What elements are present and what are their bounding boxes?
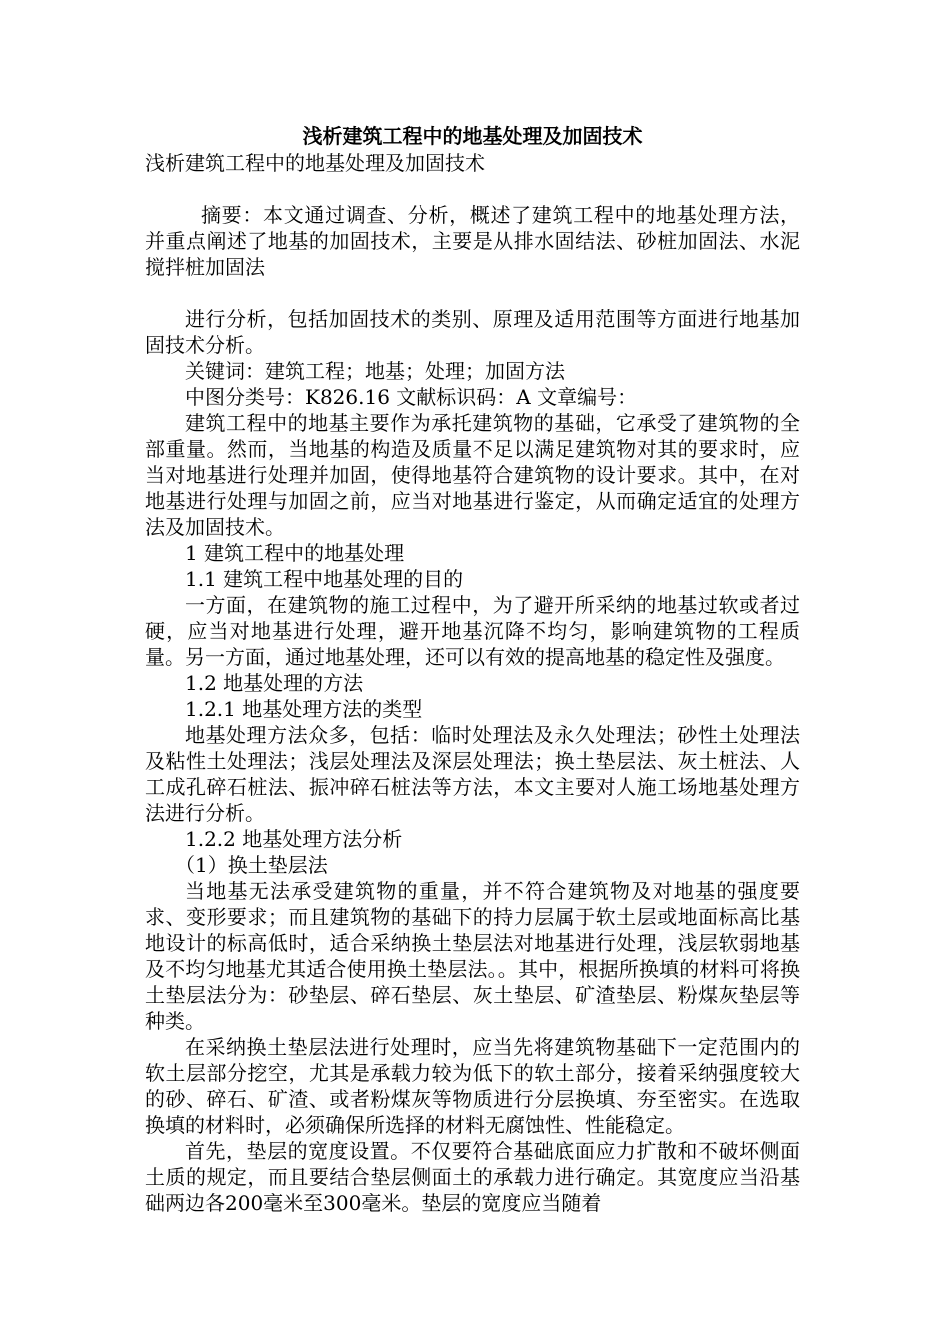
intro-paragraph: 建筑工程中的地基主要作为承托建筑物的基础，它承受了建筑物的全部重量。然而，当地基的构造及质量不足以满足建筑物对其的要求时，应当对地基进行处理并加固，使得地基符合建筑物的设计要求。其中，在对地基进行处理与加固之前，应当对地基进行鉴定，从而确定适宜的处理方法及加固技术。 (145, 411, 800, 539)
document-body (145, 122, 800, 1216)
heading-1-2-2: 1.2.2 地基处理方法分析 (185, 827, 403, 851)
document-title: 浅析建筑工程中的地基处理及加固技术 (302, 124, 643, 148)
document-subtitle: 浅析建筑工程中的地基处理及加固技术 (145, 151, 485, 175)
paragraph-1-1: 一方面，在建筑物的施工过程中，为了避开所采纳的地基过软或者过硬，应当对地基进行处理，避开地基沉降不均匀，影响建筑物的工程质量。另一方面，通过地基处理，还可以有效的提高地基的稳定性及强度。 (145, 593, 800, 669)
spacer (145, 176, 800, 202)
keywords: 关键词：建筑工程；地基；处理；加固方法 (185, 359, 565, 383)
paragraph-item-1-c: 首先，垫层的宽度设置。不仅要符合基础底面应力扩散和不破坏侧面土质的规定，而且要结合垫层侧面土的承载力进行确定。其宽度应当沿基础两边各200毫米至300毫米。垫层的宽度应当随着 (145, 1139, 800, 1215)
classification-line: 中图分类号：K826.16 文献标识码：A 文章编号： (185, 385, 638, 409)
paragraph-1-2-1: 地基处理方法众多，包括：临时处理法及永久处理法；砂性土处理法及粘性土处理法；浅层处理法及深层处理法；换土垫层法、灰土桩法、人工成孔碎石桩法、振冲碎石桩法等方法，本文主要对人施工场地基处理方法进行分析。 (145, 723, 800, 825)
heading-item-1: （1）换土垫层法 (175, 853, 328, 877)
heading-1-2: 1.2 地基处理的方法 (185, 671, 364, 695)
paragraph-item-1-a: 当地基无法承受建筑物的重量，并不符合建筑物及对地基的强度要求、变形要求；而且建筑物的基础下的持力层属于软土层或地面标高比基地设计的标高低时，适合采纳换土垫层法对地基进行处理，浅层软弱地基及不均匀地基尤其适合使用换土垫层法。。其中，根据所换填的材料可将换土垫层法分为：砂垫层、碎石垫层、灰土垫层、矿渣垫层、粉煤灰垫层等种类。 (145, 879, 800, 1033)
paragraph-item-1-b: 在采纳换土垫层法进行处理时，应当先将建筑物基础下一定范围内的软土层部分挖空，尤其是承载力较为低下的软土部分，接着采纳强度较大的砂、碎石、矿渣、或者粉煤灰等物质进行分层换填、夯至密实。在选取换填的材料时，必须确保所选择的材料无腐蚀性、性能稳定。 (145, 1035, 800, 1137)
abstract-continuation: 进行分析，包括加固技术的类别、原理及适用范围等方面进行地基加固技术分析。 (145, 307, 800, 357)
heading-1: 1 建筑工程中的地基处理 (185, 541, 405, 565)
abstract-paragraph: 摘要：本文通过调查、分析，概述了建筑工程中的地基处理方法，并重点阐述了地基的加固技术，主要是从排水固结法、砂桩加固法、水泥搅拌桩加固法 (145, 203, 800, 279)
spacer (145, 280, 800, 306)
heading-1-1: 1.1 建筑工程中地基处理的目的 (185, 567, 464, 591)
heading-1-2-1: 1.2.1 地基处理方法的类型 (185, 697, 423, 721)
